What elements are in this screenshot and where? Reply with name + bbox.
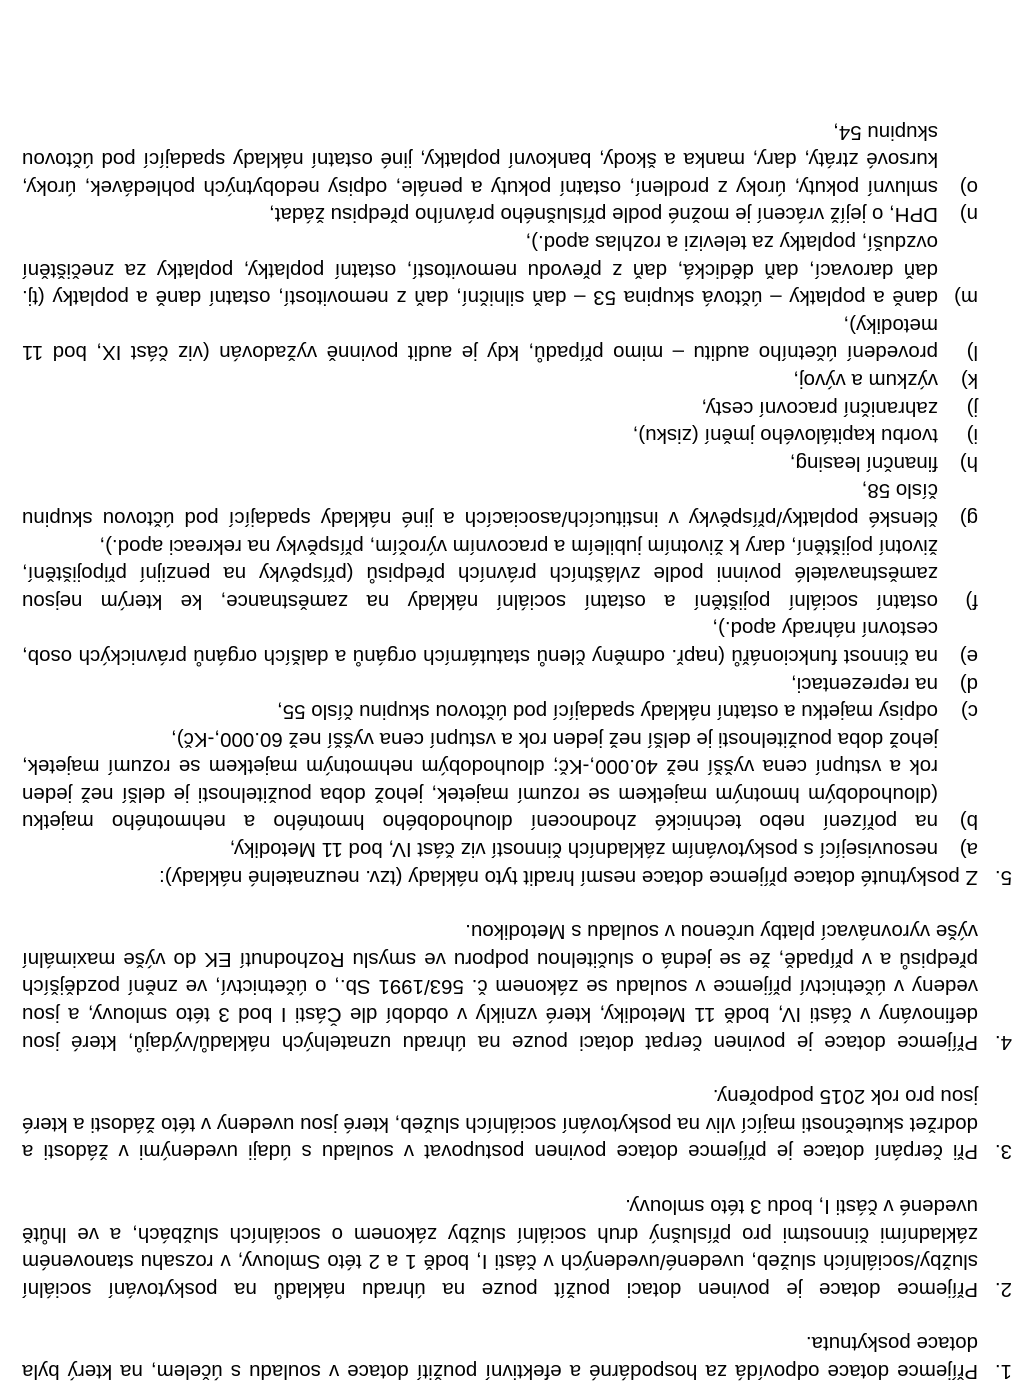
clause-1: [22, 1330, 1012, 1385]
subclause-text: členské poplatky/příspěvky v institucích/asociacích a jiné náklady spadající pod účtovou skupinu číslo 58,: [22, 479, 938, 530]
subclause-l: [22, 311, 978, 366]
subclause-n: [22, 201, 978, 229]
subclause-text: na pořízení nebo technické zhodnocení dlouhodobého hmotného a nehmotného majetku (dlouhodobým hmotným majetkem se rozumí majetek, jehož doba použitelnosti je delší než jeden rok a vstupní cena vyšší než 40.000,-Kč; dlouhodobým nehmotným majetkem se rozumí majetek, jehož doba použitelnosti je delší než jeden rok a vstupní cena vyšší než 60.000,-Kč),: [22, 727, 938, 834]
subclause-text: DPH, o jejíž vrácení je možné podle příslušného právního předpisu žádat,: [269, 203, 938, 227]
subclause-label: m): [954, 286, 978, 310]
subclause-text: ostatní sociální pojištění a ostatní sociální náklady na zaměstnance, ke kterým nejsou zaměstnavatelé povinni podle zvláštních právních předpisů (příspěvky na penzijní připojištění, životní pojištění, dary k životním jubileím a pracovním výročím, příspěvky na rekreaci apod.),: [22, 534, 938, 613]
subclause-k: [22, 366, 978, 394]
subclause-label: k): [960, 369, 978, 392]
subclause-text: finanční leasing,: [789, 451, 938, 475]
subclause-label: e): [959, 644, 978, 668]
subclause-h: [22, 449, 978, 477]
subclause-m: [22, 228, 978, 311]
subclause-g: [22, 477, 978, 532]
clause-2: [22, 1192, 1012, 1302]
subclause-label: o): [959, 175, 978, 199]
subclause-label: i): [966, 424, 978, 448]
subclause-c: [22, 698, 978, 726]
subclause-text: na činnost funkcionářů (např. odměny členů statutárních orgánů a dalších orgánů právnických osob, cestovní náhrady apod.),: [22, 617, 938, 668]
clause-5: [22, 118, 1012, 891]
clause-number: 1.: [994, 1360, 1012, 1383]
subclause-a: [22, 836, 978, 864]
subclause-label: h): [959, 451, 978, 475]
subclause-text: zahraniční pracovní cesty,: [701, 396, 938, 420]
subclause-d: [22, 670, 978, 698]
clause-body: [22, 118, 978, 891]
subclause-f: [22, 532, 978, 615]
subclause-label: d): [959, 672, 978, 696]
subclause-label: b): [959, 810, 978, 834]
subclause-text: daně a poplatky – účtová skupina 53 – daň silniční, daň z nemovitostí, ostatní daně a poplatky (tj. daň darovací, daň dědická, daň z převodu nemovitostí, ostatní poplatky, poplatky za znečištění ovzduší, poplatky za televizi a rozhlas apod.),: [22, 231, 938, 310]
clause-text: Z poskytnuté dotace příjemce dotace nesmí hradit tyto náklady (tzv. neuznatelné náklady):: [159, 865, 978, 889]
clause-text: Příjemce dotace je povinen dotaci použít pouze na úhradu nákladů na poskytování sociální služby/sociálních služeb, uvedené/uvedených v části I, bodě 1 a 2 této Smlouvy, v rozsahu stanoveném základními činnostmi pro příslušný druh sociální služby zákonem o sociálních službách, a ve lhůtě uvedené v části I, bodu 3 této smlouvy.: [22, 1195, 978, 1301]
subclause-text: nesouvisející s poskytováním základních činností viz část IV, bod 11 Metodiky,: [229, 838, 938, 862]
subclause-label: a): [959, 838, 978, 862]
subclause-label: c): [960, 700, 978, 724]
subclause-label: l): [966, 341, 978, 365]
clause-number: 3.: [994, 1140, 1012, 1164]
subclause-text: na reprezentaci,: [790, 672, 938, 696]
subclause-text: smluvní pokuty, úroky z prodlení, ostatní pokuty a penále, odpisy nedobytných pohledávek, úroky, kursové ztráty, dary, manka a škody, bankovní poplatky, jiné ostatní náklady spadající pod účtovou skupinu 54,: [22, 120, 938, 199]
subclause-i: [22, 422, 978, 450]
subclause-label: g): [959, 506, 978, 530]
subclause-text: tvorbu kapitálového jmění (zisku),: [632, 424, 938, 448]
subclause-e: [22, 615, 978, 670]
subclause-text: odpisy majetku a ostatní náklady spadající pod účtovou skupinu číslo 55,: [277, 700, 938, 724]
clause-text: Příjemce dotace je povinen čerpat dotaci pouze na úhradu uznatelných nákladů/výdajů, které jsou definovány v části IV, bodě 11 Metodiky, které vznikly v období dle Části I bod 3 této smlouvy, a jsou vedeny v účetnictví příjemce v souladu se zákonem č. 563/1991 Sb., o účetnictví, ve znění pozdějších předpisů a v případě, že se jedná o slučitelnou podporu ve smyslu Rozhodnutí EK do výše maximální výše vyrovnávací platby určenou v souladu s Metodikou.: [22, 920, 978, 1054]
subclause-b: [22, 725, 978, 835]
subclause-label: f): [965, 589, 978, 613]
clause-number: 2.: [994, 1277, 1012, 1301]
subclause-label: n): [959, 203, 978, 227]
clause-text: Příjemce dotace odpovídá za hospodárné a efektivní použití dotace v souladu s účelem, na který byla dotace poskytnuta.: [22, 1332, 978, 1383]
subclause-label: j): [966, 396, 978, 420]
clause-4: [22, 918, 1012, 1056]
clause-3: [22, 1083, 1012, 1166]
subclause-text: provedení účetního auditu – mimo případů, kdy je audit povinně vyžadován (viz část IX, bod 11 metodiky),: [22, 313, 938, 365]
subclause-j: [22, 394, 978, 422]
subclause-text: výzkum a vývoj,: [793, 369, 938, 392]
clause-text: Při čerpání dotace je příjemce dotace povinen postupovat v souladu s údaji uvedenými v žádosti a dodržet skutečnosti mající vliv na poskytování sociálních služeb, které jsou uvedeny v této žádosti a které jsou pro rok 2015 podpořeny.: [21, 1085, 978, 1164]
clause-number: 5.: [994, 865, 1012, 889]
clause-number: 4.: [994, 1030, 1012, 1054]
subclause-o: [22, 118, 978, 201]
